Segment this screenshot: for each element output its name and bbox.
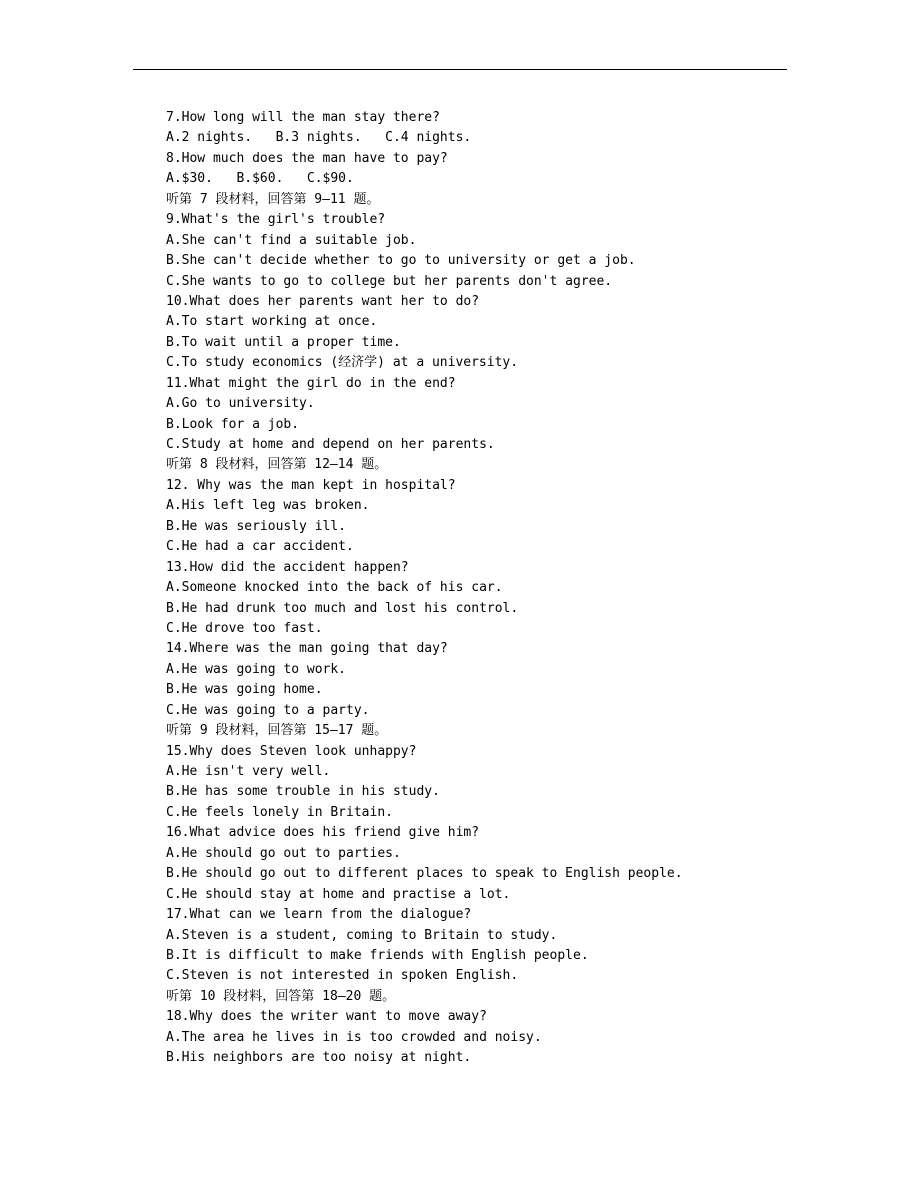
question-12: 12. Why was the man kept in hospital?	[166, 477, 456, 493]
question-14: 14.Where was the man going that day?	[166, 641, 448, 657]
section-heading-10: 听第 10 段材料，回答第 18—20 题。	[166, 988, 396, 1004]
option-14c: C.He was going to a party.	[166, 702, 370, 718]
option-9a: A.She can't find a suitable job.	[166, 232, 417, 248]
option-16b: B.He should go out to different places to speak to English people.	[166, 866, 683, 882]
question-16: 16.What advice does his friend give him?	[166, 825, 480, 841]
question-13: 13.How did the accident happen?	[166, 559, 409, 575]
option-17a: A.Steven is a student, coming to Britain to study.	[166, 927, 558, 943]
option-13c: C.He drove too fast.	[166, 620, 323, 636]
option-18b: B.His neighbors are too noisy at night.	[166, 1050, 472, 1066]
question-7: 7.How long will the man stay there?	[166, 110, 440, 125]
question-9: 9.What's the girl's trouble?	[166, 212, 386, 228]
option-13b: B.He had drunk too much and lost his control.	[166, 600, 519, 616]
option-10b: B.To wait until a proper time.	[166, 334, 401, 350]
option-16c: C.He should stay at home and practise a lot.	[166, 886, 511, 902]
question-8: 8.How much does the man have to pay?	[166, 150, 448, 166]
option-12a: A.His left leg was broken.	[166, 498, 370, 514]
header-rule	[133, 69, 787, 70]
option-11b: B.Look for a job.	[166, 416, 300, 432]
option-12c: C.He had a car accident.	[166, 539, 354, 555]
question-17: 17.What can we learn from the dialogue?	[166, 907, 472, 923]
option-14b: B.He was going home.	[166, 682, 323, 698]
section-heading-9: 听第 9 段材料，回答第 15—17 题。	[166, 723, 388, 739]
option-9c: C.She wants to go to college but her parents don't agree.	[166, 273, 613, 289]
option-9b: B.She can't decide whether to go to university or get a job.	[166, 253, 636, 269]
option-15b: B.He has some trouble in his study.	[166, 784, 440, 800]
option-17c: C.Steven is not interested in spoken English.	[166, 968, 519, 984]
option-16a: A.He should go out to parties.	[166, 845, 401, 861]
option-10a: A.To start working at once.	[166, 314, 378, 330]
options-8: A.$30. B.$60. C.$90.	[166, 171, 354, 187]
section-heading-7: 听第 7 段材料，回答第 9—11 题。	[166, 191, 380, 207]
option-12b: B.He was seriously ill.	[166, 518, 347, 534]
option-10c: C.To study economics (经济学) at a university.	[166, 355, 519, 371]
options-7: A.2 nights. B.3 nights. C.4 nights.	[166, 130, 472, 146]
option-11a: A.Go to university.	[166, 396, 315, 412]
document-body	[166, 108, 806, 1069]
question-15: 15.Why does Steven look unhappy?	[166, 743, 417, 759]
option-13a: A.Someone knocked into the back of his car.	[166, 580, 503, 596]
question-11: 11.What might the girl do in the end?	[166, 375, 456, 391]
section-heading-8: 听第 8 段材料，回答第 12—14 题。	[166, 457, 388, 473]
question-18: 18.Why does the writer want to move away?	[166, 1009, 487, 1025]
option-14a: A.He was going to work.	[166, 661, 347, 677]
option-15c: C.He feels lonely in Britain.	[166, 804, 393, 820]
option-11c: C.Study at home and depend on her parents.	[166, 437, 495, 452]
question-10: 10.What does her parents want her to do?	[166, 293, 480, 309]
option-15a: A.He isn't very well.	[166, 764, 331, 779]
option-17b: B.It is difficult to make friends with English people.	[166, 947, 589, 963]
option-18a: A.The area he lives in is too crowded and noisy.	[166, 1029, 542, 1045]
